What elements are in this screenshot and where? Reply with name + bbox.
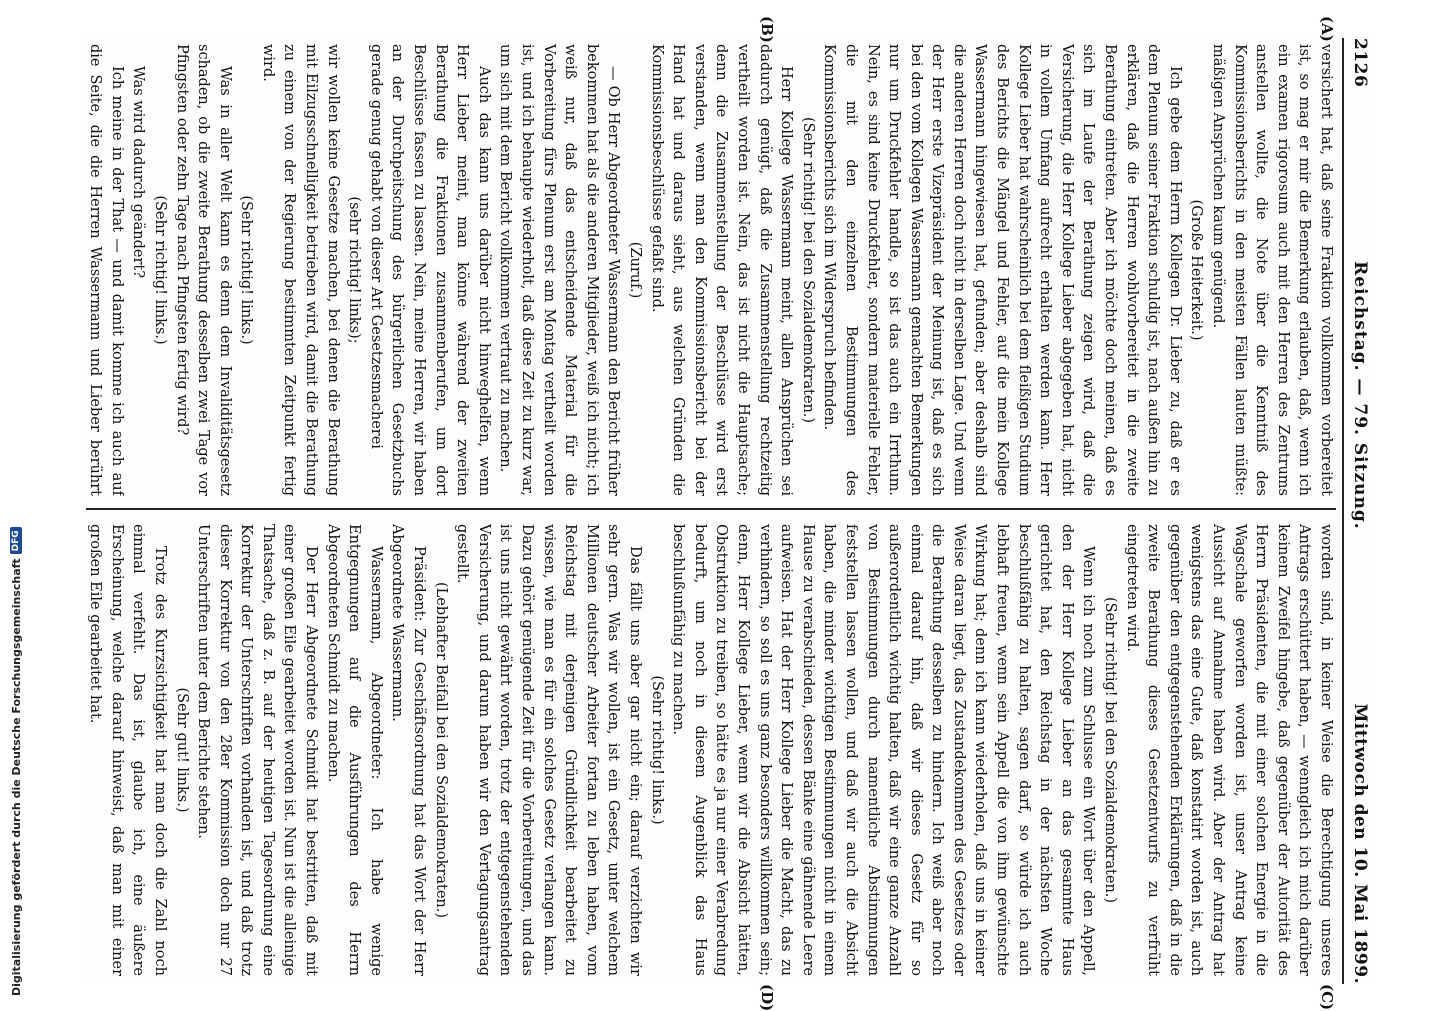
paragraph: Der Herr Abgeordnete Schmidt hat bestritten, daß mit einer großen Eile gearbeitet worden ist. Nun ist die alleinige Thatsache, daß z. B. auf der heutigen Tagesordnung eine Korrektur der Unterschriften vorhanden ist, und daß trotz dieser Korrektur von den 28er Kommission doch nur 27 Unterschriften unter dem Berichte stehen. bbox=[195, 524, 320, 976]
interjection: (Sehr richtig! links.) bbox=[648, 675, 665, 825]
paragraph: Das fällt uns aber gar nicht ein; darauf verzichten wir sehr gern. Was wir wollen, ist ein Gesetz, unter welchem Millionen deutscher Arbeiter fortan zu leben haben, vom Reichstag mit derjenigen Gründlichkeit bearbeitet zu wissen, wie man es für ein solches Gesetz verlangen kann. Dazu gehört genügende Zeit für die Vorbereitungen, und das ist uns nicht gewährt worden, trotz der entgegenstehenden Versicherung, und darum haben wir den Vertagungsantrag gestellt. bbox=[454, 524, 643, 976]
interjection: (Große Heiterkeit.) bbox=[1188, 199, 1205, 341]
interjection: (Zuruf.) bbox=[627, 241, 643, 299]
page-title: Reichstag. — 79. Sitzung. bbox=[1350, 261, 1370, 530]
paragraph: Auch das kann uns darüber nicht hinweghelfen, wenn Herr Lieber meint, man könne während der zweiten Berathung die Fraktionen zusammenberufen, um dort Beschlüsse fassen zu lassen. Nein, meine Herren, wir haben an der Durchpeitschung des bürgerlichen Gesetzbuchs gerade genug gehabt von dieser Art Gesetzesmacherei bbox=[367, 44, 492, 496]
interjection: (Sehr richtig! links.) bbox=[238, 195, 255, 345]
interjection: (Lebhafter Beifall bei den Sozialdemokraten.) bbox=[432, 581, 449, 919]
page-number: 2126 bbox=[1350, 38, 1370, 88]
right-column bbox=[86, 524, 1336, 976]
margin-marker-a: (A) bbox=[1318, 16, 1336, 42]
paragraph: Präsident: Zur Geschäftsordnung hat das Wort der Herr Abgeordnete Wassermann. bbox=[389, 524, 428, 976]
paragraph: wir wollen keine Gesetze machen, bei denen die Berathung mit Eilzugsschnelligkeit betrieben wird, damit die Berathung zu einem von der Regierung bestimmten Zeitpunkt fertig wird. bbox=[259, 44, 341, 496]
interjection: (Sehr richtig! bei den Sozialdemokraten.) bbox=[1102, 596, 1119, 904]
page-date: Mittwoch den 10. Mai 1899. bbox=[1350, 703, 1370, 984]
dfg-logo: DFG bbox=[10, 527, 22, 554]
digitization-sidebar bbox=[4, 0, 28, 1000]
left-column bbox=[86, 44, 1336, 496]
interjection: (Sehr gut! links.) bbox=[173, 687, 190, 813]
credit-text: Digitalisierung gefördert durch die Deutsche Forschungsgemeinschaft bbox=[9, 558, 23, 996]
margin-marker-d: (D) bbox=[758, 984, 776, 1011]
margin-marker-c: (C) bbox=[1318, 984, 1336, 1011]
interjection: (Sehr richtig! bei den Sozialdemokraten.) bbox=[799, 116, 816, 424]
column-divider bbox=[86, 508, 1336, 510]
digitization-credit bbox=[4, 0, 28, 1000]
newspaper-page bbox=[80, 16, 1376, 1011]
paragraph: Herr Kollege Wassermann meint, allen Ansprüchen sei dadurch genügt, daß die Zusammenstellung rechtzeitig vertheilt worden ist. Nein, das ist nicht die Hauptsache; denn die Zusammenstellung der Beschlüsse wird erst verstanden, wenn man den Kommissionsbericht bei der Hand hat und daraus sieht, aus welchen Gründen die Kommissionsbeschlüsse gefaßt sind. bbox=[648, 44, 795, 496]
interjection: (sehr richtig! links); bbox=[346, 196, 363, 344]
paragraph: versichert hat, daß seine Fraktion vollkommen vorbereitet ist, so mag er mir die Bemerkung erlauben, daß, wenn ich ein examen rigorosum auch mit den Herren des Zentrums anstellen wollte, die Note über die Kenntniß des Kommissionsberichts in den meisten Fällen lauten müßte: mäßigen Ansprüchen kaum genügend. bbox=[1210, 44, 1334, 496]
page-header bbox=[1342, 38, 1376, 984]
margin-marker-b: (B) bbox=[758, 16, 776, 43]
paragraph: Wenn ich noch zum Schlusse ein Wort über den Appell, den der Herr Kollege Lieber an das gesammte Haus gerichtet hat, den Reichstag in der nächsten Woche beschlußfähig zu halten, sagen darf, so würde ich auch lebhaft freuen, wenn sein Appell die von ihm gewünschte Wirkung hat; denn ich kann wiederholen, daß uns in keiner Weise daran liegt, das Zustandekommen des Gesetzes oder die Berathung desselben zu hindern. Ich weiß aber noch einmal darauf hin, daß wir dieses Gesetz für so außerordentlich wichtig halten, daß wir eine ganze Anzahl von Bestimmungen durch namentliche Abstimmungen feststellen lassen wollen, und daß wir auch die Absicht haben, die minder wichtigen Bestimmungen nicht in einem Hause zu verabschieden, dessen Bänke eine gähnende Leere aufweisen. Hat der Herr Kollege Lieber die Macht, das zu verhindern, so soll es uns ganz besonders willkommen sein; denn, Herr Kollege Lieber, wenn wir die Absicht hätten, Obstruktion zu treiben, so hätte es ja nur einer Verabredung bedurft, um noch in diesem Augenblick das Haus beschlußunfähig zu machen. bbox=[670, 524, 1097, 976]
interjection: (Sehr richtig! links.) bbox=[151, 195, 168, 345]
paragraph: Trotz des Kurzsichtigkeit hat man doch die Zahl noch einmal verfehlt. Das ist, glaube ich, eine äußere Erscheinung, welche darauf hinweist, daß man mit einer großen Eile gearbeitet hat. bbox=[87, 524, 168, 976]
paragraph: Ich gebe dem Herrn Kollegen Dr. Lieber zu, daß er es dem Plenum seiner Fraktion schuldig ist, nach außen hin zu erklären, daß die Herren wohlvorbereitet in die zweite Berathung eintreten. Aber ich möchte doch meinen, daß es sich im Laufe der Berathung zeigen wird, daß die Versicherung, die Herr Kollege Lieber abgegeben hat, nicht in vollem Umfang aufrecht erhalten werden kann. Herr Kollege Lieber hat wahrscheinlich bei dem fleißigen Studium des Berichts die Mängel und Fehler, auf die mein Kollege Wassermann hingewiesen hat, gefunden; aber deshalb sind die anderen Herren doch nicht in derselben Lage. Und wenn der Herr erste Vizepräsident der Meinung ist, daß es sich bei den vom Kollegen Wassermann gemachten Bemerkungen nur um Druckfehler handle, so ist das auch ein Irrthum. Nein, es sind keine Druckfehler, sondern materielle Fehler, die mit den einzelnen Bestimmungen des Kommissionsberichts sich im Widerspruch befinden. bbox=[821, 44, 1183, 496]
paragraph: Was wird dadurch geändert? bbox=[130, 66, 147, 278]
paragraph: — Ob Herr Abgeordneter Wassermann den Bericht früher bekommen hat als die anderen Mitglieder, weiß ich nicht; ich weiß nur, daß das entscheidende Material für die Vorbereitung fürs Plenum erst am Montag vertheilt worden ist, und ich behaupte wiederholt, daß diese Zeit zu kurz war, um sich mit dem Bericht vollkommen vertraut zu machen. bbox=[497, 44, 622, 496]
paragraph: worden sind, in keiner Weise die Berechtigung unseres Antrags erschüttert haben, — wenngleich ich mich darüber keinem Zweifel hingebe, daß gegenüber der Autorität des Herrn Präsidenten, die mit einer solchen Energie in die Wagschale geworfen worden ist, unser Antrag keine Aussicht auf Annahme haben wird. Aber der Antrag hat wenigstens das eine Gute, daß konstatirt worden ist, auch gegenüber den entgegenstehenden Erklärungen, daß in die zweite Berathung dieses Gesetzentwurfs zu verfrüht eingetreten wird. bbox=[1123, 524, 1334, 976]
paragraph: Ich meine in der That — und damit komme ich auch auf die Seite, die die Herren Wassermann und Lieber berührt bbox=[87, 44, 125, 496]
paragraph: Was in aller Welt kann es denn dem Invaliditätsgesetz schaden, ob die zweite Berathung desselben zwei Tage vor Pfingsten oder zehn Tage nach Pfingsten fertig wird? bbox=[173, 44, 233, 496]
paragraph: Wassermann, Abgeordneter: Ich habe wenige Entgegnungen auf die Ausführungen des Herrn Abgeordneten Schmidt zu machen. bbox=[324, 524, 384, 976]
